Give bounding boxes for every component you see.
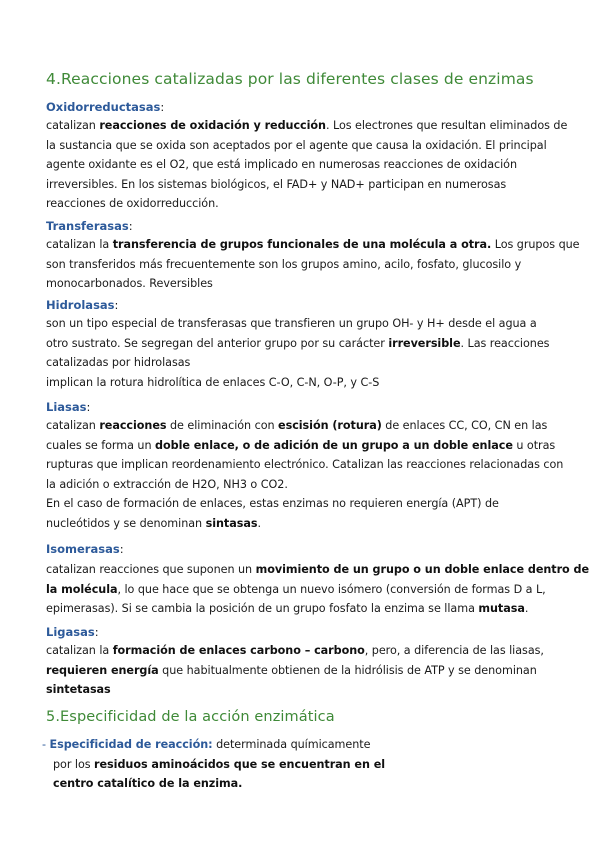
ligasas-line-1 — [46, 641, 544, 661]
oxidorreductasas-paragraph — [46, 116, 567, 214]
hidrolasas-heading — [46, 298, 118, 312]
bold-span: escisión (rotura) — [278, 419, 382, 432]
oxidorreductasas-heading-text: Oxidorreductasas — [46, 100, 161, 114]
ligasas-line-3 — [46, 680, 544, 700]
hidrolasas-line-3: catalizadas por hidrolasas — [46, 356, 191, 369]
bold-span: sintasas — [205, 516, 258, 530]
hidrolasas-line-4: implican la rotura hidrolítica de enlaces C-O, C-N, O-P, y C-S — [46, 375, 380, 389]
text-span: de eliminación con — [166, 419, 279, 432]
oxidorreductasas-heading-colon: : — [160, 100, 165, 114]
text-span: otro sustrato. Se segregan del anterior grupo por su carácter — [46, 336, 389, 350]
text-span: nucleótidos y se denominan — [46, 516, 206, 530]
oxidorreductasas-line-4: irreversibles. En los sistemas biológicos, el FAD+ y NAD+ participan en numerosas — [46, 177, 507, 191]
text-span: . Los electrones que resultan eliminados de — [325, 119, 568, 132]
liasas-line-3: rupturas que implican reordenamiento electrónico. Catalizan las reacciones relacionadas con — [46, 458, 564, 471]
ligasas-paragraph — [46, 641, 544, 700]
text-span: catalizan — [46, 419, 100, 432]
liasas-paragraph — [46, 416, 563, 533]
isomerasas-heading-text: Isomerasas — [46, 542, 120, 556]
bold-span: la molécula — [46, 582, 118, 596]
bold-span: movimiento de un grupo o un doble enlace dentro de — [255, 563, 590, 576]
isomerasas-line-2 — [46, 580, 589, 600]
text-span: catalizan — [46, 119, 100, 132]
transferasas-heading-text: Transferasas — [46, 219, 129, 233]
specificity-line-3 — [42, 774, 385, 794]
isomerasas-line-3 — [46, 599, 589, 619]
text-span: . Las reacciones — [460, 336, 550, 350]
bold-span: doble enlace, o de adición de un grupo a un doble enlace — [155, 438, 513, 452]
specificity-line-2 — [42, 755, 385, 775]
text-span: epimerasas). Si se cambia la posición de un grupo fosfato la enzima se llama — [46, 602, 479, 615]
text-span: cuales se forma un — [46, 438, 156, 452]
section-4-title: 4.Reacciones catalizadas por las diferentes clases de enzimas — [46, 70, 534, 88]
text-span: determinada químicamente — [212, 738, 371, 751]
bold-span: reacciones de oxidación y reducción — [99, 119, 326, 132]
isomerasas-heading — [46, 542, 124, 556]
oxidorreductasas-heading — [46, 100, 164, 114]
bold-span: requieren energía — [46, 663, 159, 677]
liasas-heading-colon: : — [86, 400, 91, 414]
text-span: catalizan reacciones que suponen un — [46, 563, 256, 576]
isomerasas-heading-colon: : — [119, 542, 124, 556]
transferasas-line-3: monocarbonados. Reversibles — [46, 277, 213, 290]
ligasas-heading-text: Ligasas — [46, 625, 95, 639]
bold-span: centro catalítico de la enzima. — [53, 777, 243, 790]
text-span: de enlaces CC, CO, CN en las — [381, 419, 548, 432]
oxidorreductasas-line-1 — [46, 116, 567, 136]
ligasas-heading-colon: : — [94, 625, 99, 639]
transferasas-heading — [46, 219, 133, 233]
text-span: , pero, a diferencia de las liasas, — [364, 644, 544, 657]
section-5-title: 5.Especificidad de la acción enzimática — [46, 709, 335, 725]
isomerasas-paragraph — [46, 560, 589, 619]
liasas-line-4: la adición o extracción de H2O, NH3 o CO2. — [46, 477, 288, 491]
specificity-line-1 — [42, 735, 385, 755]
specificity-bullet — [42, 735, 385, 794]
text-span: u otras — [512, 438, 556, 452]
oxidorreductasas-line-5: reacciones de oxidorreducción. — [46, 197, 219, 210]
hidrolasas-heading-text: Hidrolasas — [46, 298, 115, 312]
bold-span: reacciones — [99, 419, 167, 432]
oxidorreductasas-line-3: agente oxidante es el O2, que está implicado en numerosas reacciones de oxidación — [46, 158, 518, 171]
transferasas-line-2: son transferidos más frecuentemente son los grupos amino, acilo, fosfato, glucosilo y — [46, 257, 522, 271]
bold-span: formación de enlaces carbono – carbono — [112, 644, 365, 657]
liasas-line-5: En el caso de formación de enlaces, estas enzimas no requieren energía (APT) de — [46, 497, 499, 510]
text-span: por los — [53, 757, 95, 771]
text-span: catalizan la — [46, 644, 113, 657]
hidrolasas-line-2 — [46, 334, 549, 354]
text-span: que habitualmente obtienen de la hidrólisis de ATP y se denominan — [158, 663, 537, 677]
text-span: . — [524, 602, 529, 615]
isomerasas-line-1 — [46, 560, 589, 580]
hidrolasas-heading-colon: : — [114, 298, 119, 312]
bold-span: residuos aminoácidos que se encuentran en el — [94, 757, 386, 771]
bullet-lead: Especificidad de reacción: — [49, 738, 213, 751]
oxidorreductasas-line-2: la sustancia que se oxida son aceptados por el agente que causa la oxidación. El principal — [46, 138, 547, 152]
hidrolasas-line-1: son un tipo especial de transferasas que transfieren un grupo OH- y H+ desde el agua a — [46, 317, 537, 330]
ligasas-heading — [46, 625, 99, 639]
liasas-line-1 — [46, 416, 563, 436]
transferasas-heading-colon: : — [128, 219, 133, 233]
ligasas-line-2 — [46, 661, 544, 681]
bold-span: irreversible — [388, 336, 461, 350]
bold-span: transferencia de grupos funcionales de una molécula a otra. — [112, 238, 492, 251]
text-span: , lo que hace que se obtenga un nuevo isómero (conversión de formas D a L, — [117, 582, 546, 596]
text-span: catalizan la — [46, 238, 113, 251]
text-span: Los grupos que — [491, 238, 580, 251]
bold-span: sintetasas — [46, 683, 111, 696]
text-span: . — [257, 516, 261, 530]
liasas-heading — [46, 400, 90, 414]
transferasas-line-1 — [46, 235, 580, 255]
bold-span: mutasa — [478, 602, 525, 615]
transferasas-paragraph — [46, 235, 580, 294]
liasas-heading-text: Liasas — [46, 400, 87, 414]
liasas-line-2 — [46, 436, 563, 456]
liasas-line-6 — [46, 514, 563, 534]
bullet-dash: - — [42, 738, 50, 751]
hidrolasas-paragraph — [46, 314, 549, 392]
